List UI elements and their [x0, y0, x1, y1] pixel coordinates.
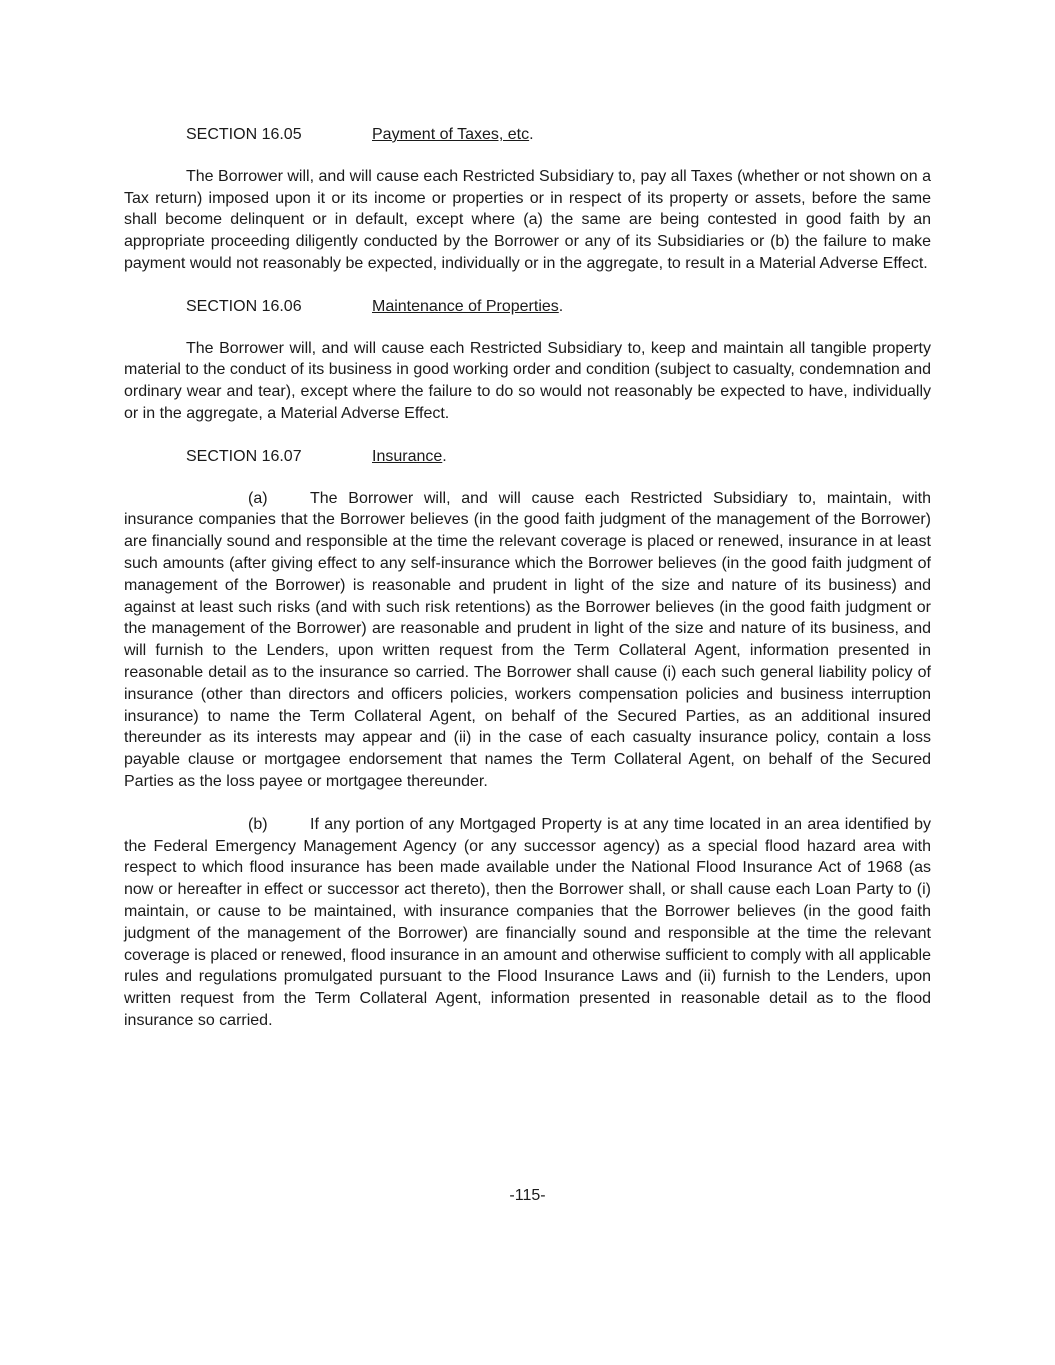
section-heading-16-05	[124, 124, 931, 146]
section-title: Maintenance of Properties	[372, 297, 559, 315]
section-number: SECTION 16.07	[186, 447, 302, 465]
subsection-label: (b)	[248, 815, 268, 833]
section-heading-16-07	[124, 446, 931, 468]
section-title: Payment of Taxes, etc	[372, 126, 530, 143]
section-body-16-06: The Borrower will, and will cause each Restricted Subsidiary to, keep and maintain all tangible property material to the conduct of its business in good working order and condition (subject to casualty, condemnation and ordinary wear and tear), except where the failure to do so would not reasonably be expected to have, individually or in the aggregate, a Material Adverse Effect.	[124, 339, 931, 422]
subsection-text: The Borrower will, and will cause each Restricted Subsidiary to, maintain, with insurance companies that the Borrower believes (in the good faith judgment of the management of the Borrower) are financially sound and responsible at the time the relevant coverage is placed or renewed, insurance in at least such amounts (after giving effect to any self-insurance which the Borrower believes (in the good faith judgment of management of the Borrower) is reasonable and prudent in light of the size and nature of its business) and against at least such risks (and with such risk retentions) as the Borrower believes (in the good faith judgment or the management of the Borrower) are reasonable and prudent in light of the size and nature of its business, and will furnish to the Lenders, upon written request from the Term Collateral Agent, information presented in reasonable detail as to the insurance so carried. The Borrower shall cause (i) each such general liability policy of insurance (other than directors and officers policies, workers compensation policies and business interruption insurance) to name the Term Collateral Agent, on behalf of the Secured Parties, as an additional insured thereunder as its interests may appear and (ii) in the case of each casualty insurance policy, contain a loss payable clause or mortgagee endorsement that names the Term Collateral Agent, on behalf of the Secured Parties as the loss payee or mortgagee thereunder.	[124, 489, 931, 790]
section-title-suffix: .	[442, 447, 447, 465]
section-title-suffix: .	[558, 297, 564, 315]
subsection-a	[124, 488, 931, 793]
subsection-text: If any portion of any Mortgaged Property is at any time located in an area identified by the Federal Emergency Management Agency (or any successor agency) as a special flood hazard area with respect to which flood insurance has been made available under the National Flood Insurance Act of 1968 (as now or hereafter in effect or successor act thereto), then the Borrower shall, or shall cause each Loan Party to (i) maintain, or cause to be maintained, with insurance companies that the Borrower believes (in the good faith judgment of the management of the Borrower) are financially sound and responsible at the time the relevant coverage is placed or renewed, flood insurance in an amount and otherwise sufficient to comply with all applicable rules and regulations promulgated pursuant to the Flood Insurance Laws and (ii) furnish to the Lenders, upon written request from the Term Collateral Agent, information presented in reasonable detail as to the flood insurance so carried.	[124, 815, 931, 1029]
page-number: -115-	[509, 1187, 546, 1204]
section-body-16-05: The Borrower will, and will cause each Restricted Subsidiary to, pay all Taxes (whether or not shown on a Tax return) imposed upon it or its income or properties or in respect of its property or assets, before the same shall become delinquent or in default, except where (a) the same are being contested in good faith by an appropriate proceeding diligently conducted by the Borrower or any of its Subsidiaries or (b) the failure to make payment would not reasonably be expected, individually or in the aggregate, to result in a Material Adverse Effect.	[124, 167, 931, 272]
subsection-label: (a)	[248, 489, 268, 507]
document-page	[124, 124, 931, 1053]
section-title: Insurance	[372, 447, 443, 465]
section-heading-16-06	[124, 296, 931, 318]
section-title-suffix: .	[529, 126, 534, 143]
subsection-b	[124, 814, 931, 1032]
section-number: SECTION 16.06	[186, 297, 302, 315]
section-number: SECTION 16.05	[186, 126, 302, 143]
